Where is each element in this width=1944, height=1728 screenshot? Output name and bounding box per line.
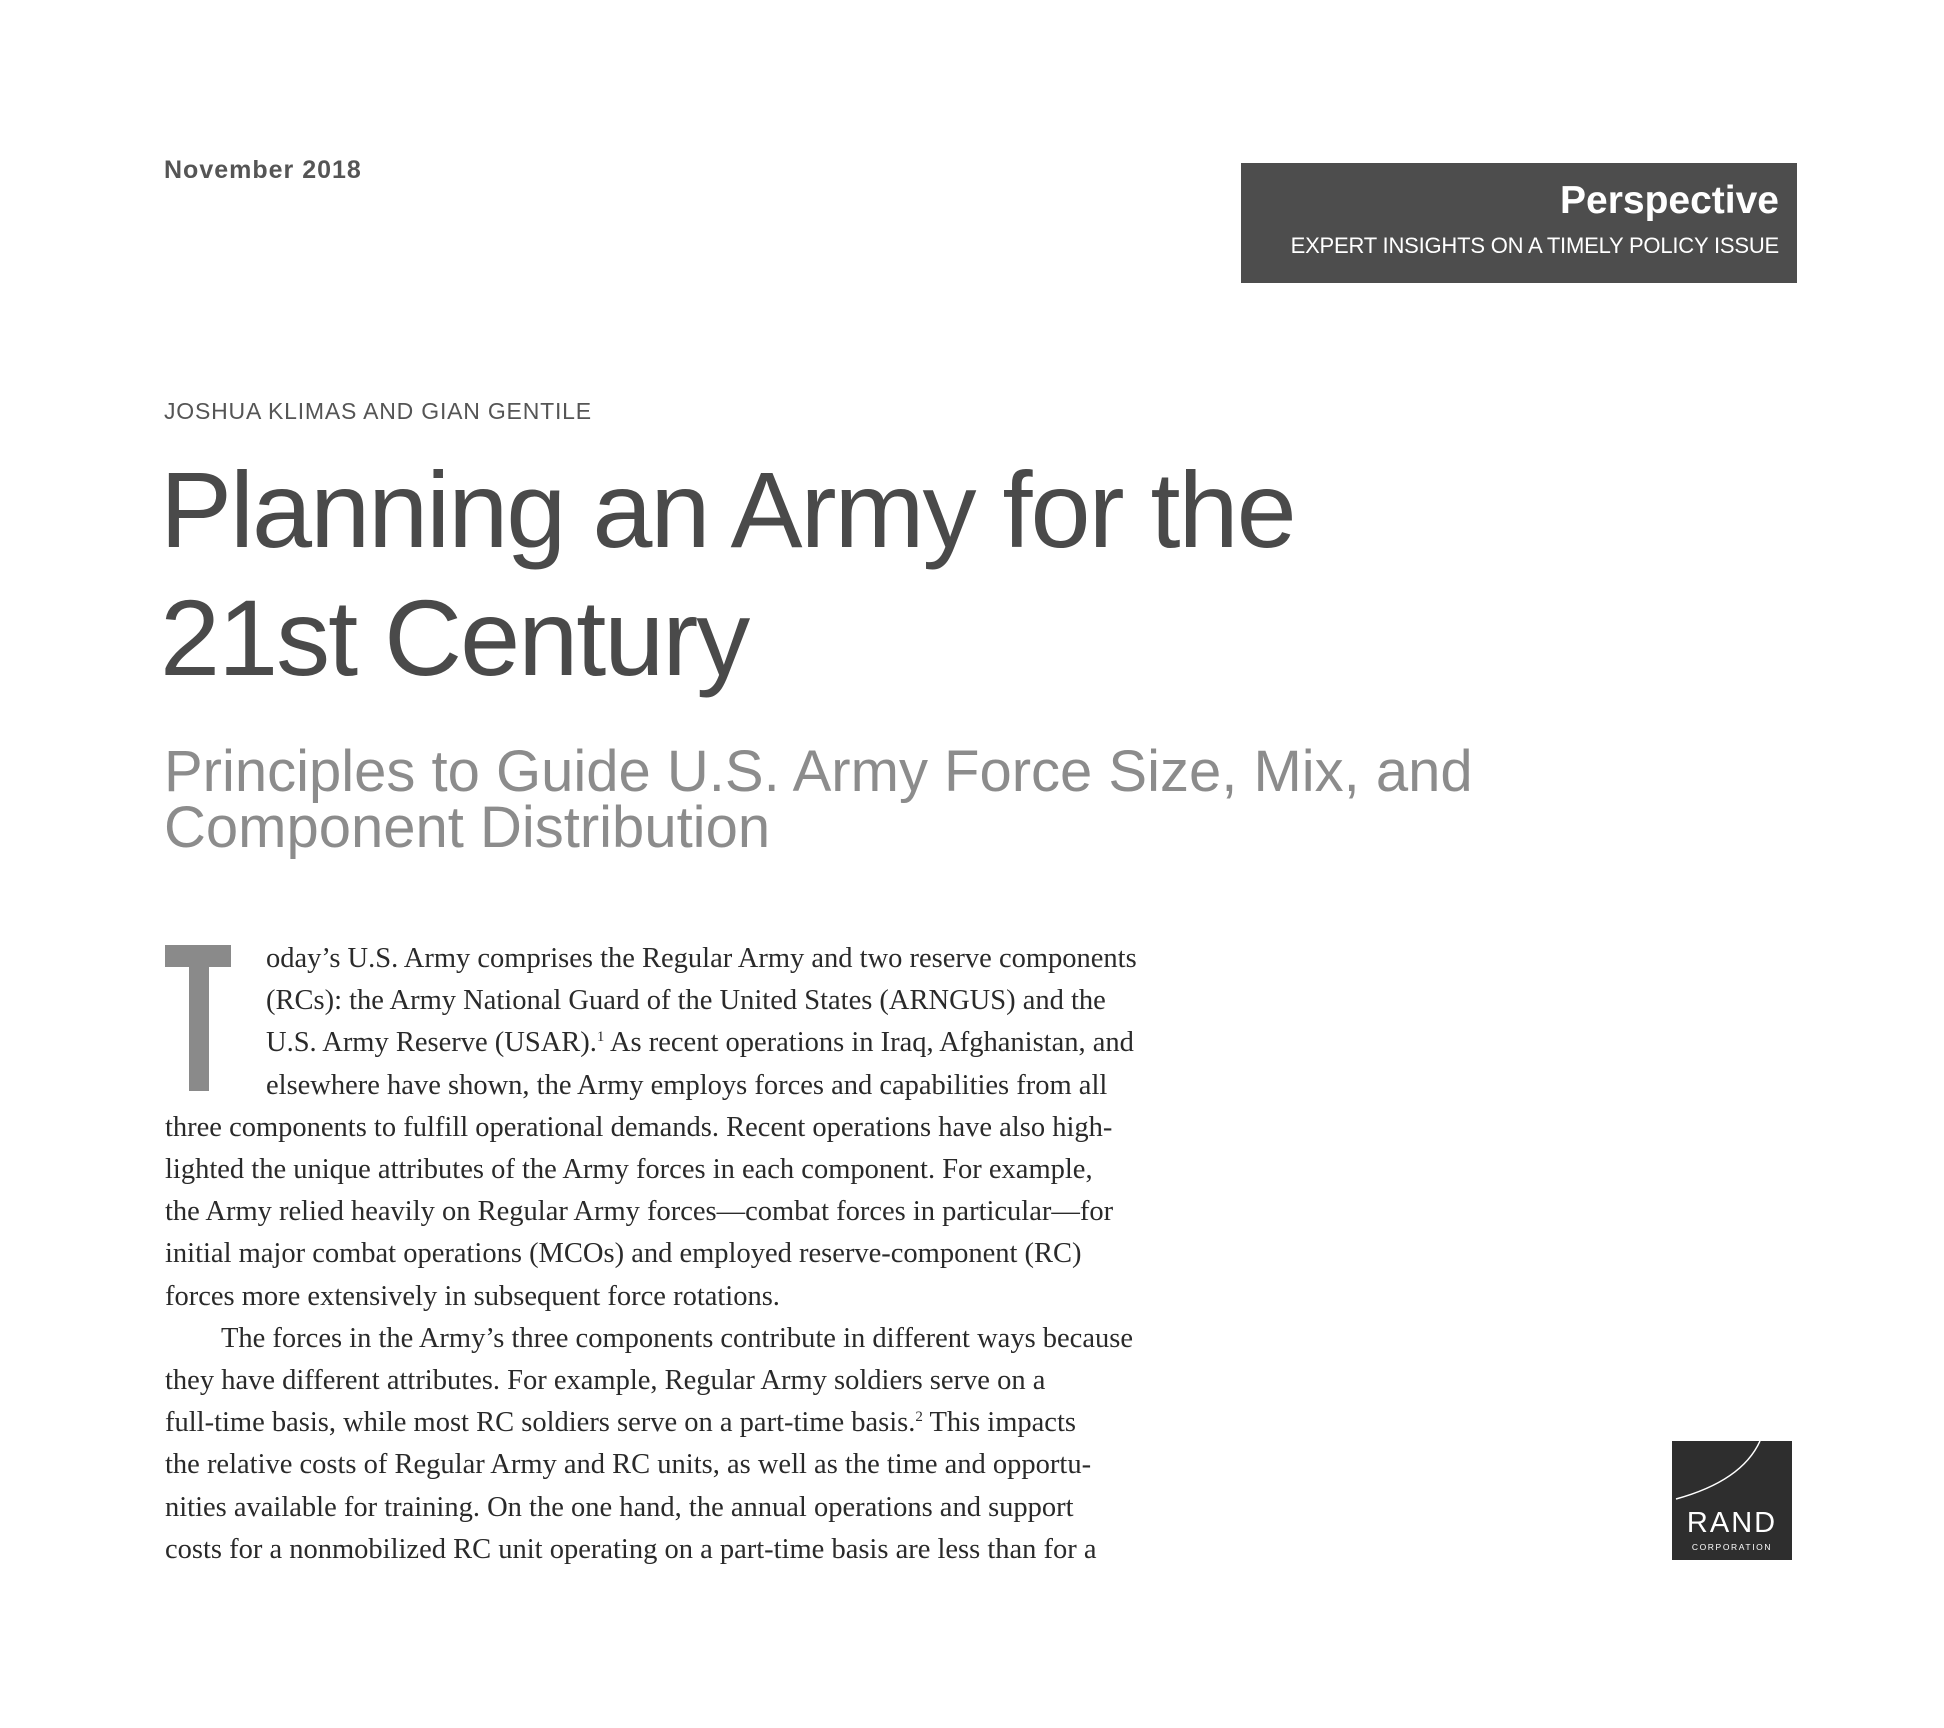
document-subtitle [164,739,1664,860]
title-line-1: Planning an Army for the [160,449,1295,570]
body-line: The forces in the Army’s three components contribute in different ways because [221,1322,1133,1354]
body-line: (RCs): the Army National Guard of the United States (ARNGUS) and the [266,985,1106,1017]
body-line: they have different attributes. For example, Regular Army soldiers serve on a [165,1365,1046,1397]
body-line: nities available for training. On the one hand, the annual operations and support [165,1491,1074,1523]
body-line: U.S. Army Reserve (USAR).$^1$ As recent operations in Iraq, Afghanistan, and [266,1027,1134,1059]
title-line-2: 21st Century [160,577,749,698]
footnote-marker[interactable]: 2 [915,1409,923,1426]
body-line: full-time basis, while most RC soldiers serve on a part-time basis.$^2$ This impacts [165,1407,1076,1439]
body-line: the relative costs of Regular Army and RC units, as well as the time and opportu- [165,1449,1092,1481]
body-line: lighted the unique attributes of the Army forces in each component. For example, [165,1154,1093,1186]
body-line: initial major combat operations (MCOs) and employed reserve-component (RC) [165,1238,1082,1270]
subtitle-line-2: Component Distribution [164,795,771,860]
series-title: Perspective [1560,179,1779,222]
paragraph-2 [165,1318,1245,1571]
rand-logo-name: RAND [1686,1507,1778,1539]
document-title [160,446,1460,702]
paragraph-1 [165,938,1245,1318]
publication-date: November 2018 [164,156,362,184]
authors: JOSHUA KLIMAS AND GIAN GENTILE [164,398,592,424]
rand-logo-tagline: CORPORATION [1691,1542,1773,1552]
body-line: forces more extensively in subsequent force rotations. [165,1280,780,1312]
body-text [165,938,1245,1571]
rand-logo [1672,1441,1792,1560]
footnote-marker[interactable]: 1 [596,1029,605,1046]
series-banner [1241,163,1797,283]
subtitle-line-1: Principles to Guide U.S. Army Force Size, Mix, and [164,739,1473,804]
body-line: three components to fulfill operational demands. Recent operations have also high- [165,1111,1113,1143]
body-line: costs for a nonmobilized RC unit operating on a part-time basis are less than for a [165,1533,1097,1565]
series-subtitle: EXPERT INSIGHTS ON A TIMELY POLICY ISSUE [1290,233,1779,258]
body-line: the Army relied heavily on Regular Army forces—combat forces in particular—for [165,1196,1114,1228]
body-line: oday’s U.S. Army comprises the Regular Army and two reserve components [266,943,1137,974]
body-line: elsewhere have shown, the Army employs forces and capabilities from all [266,1069,1108,1101]
